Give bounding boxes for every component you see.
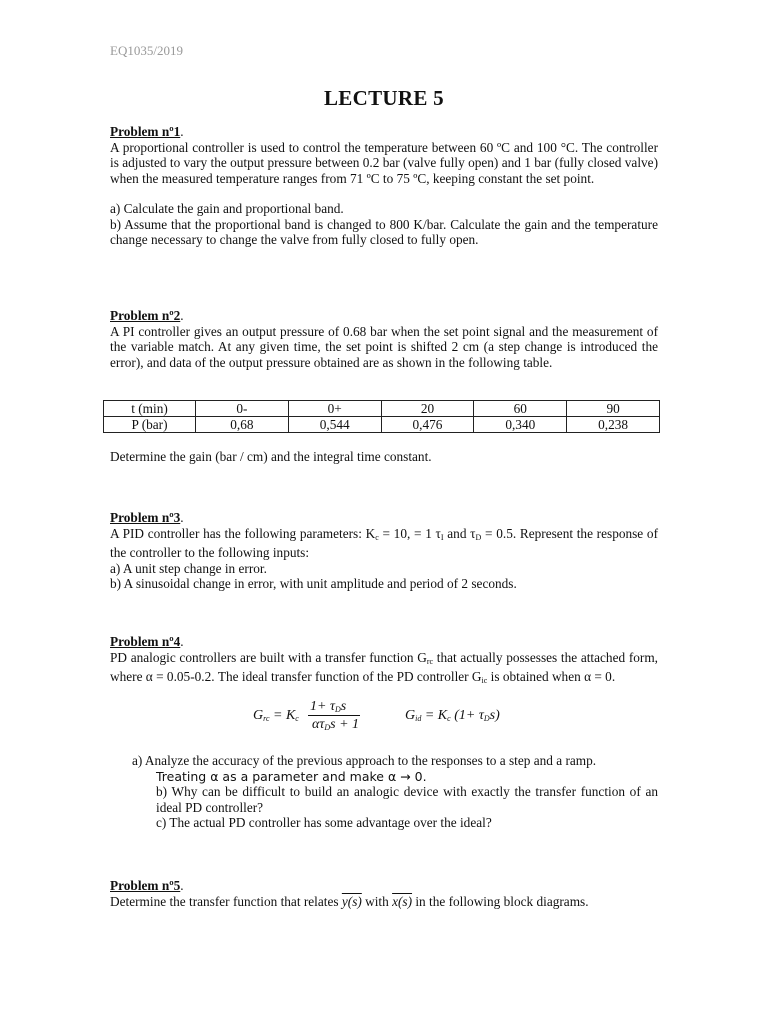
transfer-function-formula	[250, 697, 550, 739]
table-cell: 0,238	[567, 417, 660, 433]
table-cell: 0+	[288, 401, 381, 417]
formula-grc: $G_{rc} = K_c$	[253, 708, 299, 723]
problem-1-part-b: b) Assume that the proportional band is changed to 800 K/bar. Calculate the gain and the temperature change necessary to change the valve from fully closed to fully open.	[110, 216, 658, 247]
problem-2: Problem nº2. A PI controller gives an output pressure of 0.68 bar when the set point signal and the measurement of the variable match. At any given time, the set point is shifted 2 cm (a step change is introduced the error), and data of the output pressure obtained are as shown in the following table.	[110, 308, 658, 370]
problem-1-part-a: a) Calculate the gain and proportional band.	[110, 201, 344, 216]
problem-1-text: A proportional controller is used to control the temperature between 60 ºC and 100 °C. The controller is adjusted to vary the output pressure between 0.2 bar (valve fully open) and 1 bar (fully closed valve) when the measured temperature ranges from 71 ºC to 75 ºC, keeping constant the set point.	[110, 139, 658, 186]
table-cell: P (bar)	[104, 417, 196, 433]
problem-4-part-c: c) The actual PD controller has some advantage over the ideal?	[156, 815, 492, 830]
problem-2-table	[103, 400, 660, 433]
problem-4-text: PD analogic controllers are built with a transfer function $G_{rc}$ that actually possesses the attached form, where α = 0.05-0.2. The ideal transfer function of the PD controller $G_{ic}$ is obtained when α = 0.	[110, 649, 658, 685]
table-cell: 20	[381, 401, 474, 417]
problem-3-text: A PID controller has the following parameters: $K_c = 10$, = 1 $\tau_I$ and $\tau_D = 0.5$. Represent the response of the controller to the following inputs:	[110, 525, 658, 560]
problem-1-heading: Problem nº1	[110, 124, 181, 139]
problem-2-heading: Problem nº2	[110, 308, 181, 323]
problem-4: Problem nº4. PD analogic controllers are built with a transfer function $G_{rc}$ that actually possesses the attached form, where α = 0.05-0.2. The ideal transfer function of the PD controller $G_{ic}$ is obtained when α = 0.	[110, 634, 658, 689]
problem-4-heading: Problem nº4	[110, 634, 181, 649]
formula-numerator: $1+ \tau_Ds$	[310, 699, 347, 714]
table-cell: 0,340	[474, 417, 567, 433]
problem-2-question: Determine the gain (bar / cm) and the integral time constant.	[110, 449, 432, 464]
table-cell: 60	[474, 401, 567, 417]
problem-1: Problem nº1. A proportional controller is used to control the temperature between 60 ºC and 100 °C. The controller is adjusted to vary the output pressure between 0.2 bar (valve fully open) and 1 bar (fully closed valve) when the measured temperature ranges from 71 ºC to 75 ºC, keeping constant the set point. a) Calculate the gain and proportional band. b) Assume that the proportional band is changed to 800 K/bar. Calculate the gain and the temperature change necessary to change the valve from fully closed to fully open.	[110, 124, 658, 247]
table-cell: 0,476	[381, 417, 474, 433]
formula-gid: $G_{id} = K_c$ $(1+ \tau_Ds)$	[405, 708, 500, 723]
table-row	[104, 417, 660, 433]
table-cell: 0-	[196, 401, 289, 417]
problem-2-text: A PI controller gives an output pressure of 0.68 bar when the set point signal and the measurement of the variable match. At any given time, the set point is shifted 2 cm (a step change is introduced the error), and data of the output pressure obtained are as shown in the following table.	[110, 323, 658, 370]
problem-3-heading: Problem nº3	[110, 510, 181, 525]
problem-5-heading: Problem nº5	[110, 878, 181, 893]
problem-3: Problem nº3. A PID controller has the following parameters: $K_c = 10$, = 1 $\tau_I$ and $\tau_D = 0.5$. Represent the response of the controller to the following inputs: a) A unit step change in error. b) A sinusoidal change in error, with unit amplitude and period of 2 seconds.	[110, 510, 658, 591]
table-cell: 0,544	[288, 417, 381, 433]
table-row	[104, 401, 660, 417]
formula-denominator: $\alpha\tau_Ds + 1$	[312, 717, 360, 732]
problem-5: Problem nº5. Determine the transfer function that relates y(s) with x(s) in the following block diagrams.	[110, 878, 658, 909]
problem-4-questions	[132, 753, 658, 831]
problem-3-part-b: b) A sinusoidal change in error, with unit amplitude and period of 2 seconds.	[110, 576, 517, 591]
problem-4-part-b: b) Why can be difficult to build an analogic device with exactly the transfer function of an ideal PD controller?	[156, 784, 658, 815]
problem-4-part-a: a) Analyze the accuracy of the previous approach to the responses to a step and a ramp.	[132, 753, 597, 768]
problem-5-text: Determine the transfer function that relates y(s) with x(s) in the following block diagrams.	[110, 893, 589, 909]
document-code: EQ1035/2019	[110, 43, 183, 58]
fraction-bar	[308, 715, 360, 716]
problem-3-part-a: a) A unit step change in error.	[110, 560, 267, 576]
table-cell: 0,68	[196, 417, 289, 433]
problem-4-part-a-cont: Treating α as a parameter and make α → 0.	[156, 768, 427, 784]
table-cell: 90	[567, 401, 660, 417]
page-title: LECTURE 5	[324, 86, 444, 110]
table-cell: t (min)	[104, 401, 196, 417]
